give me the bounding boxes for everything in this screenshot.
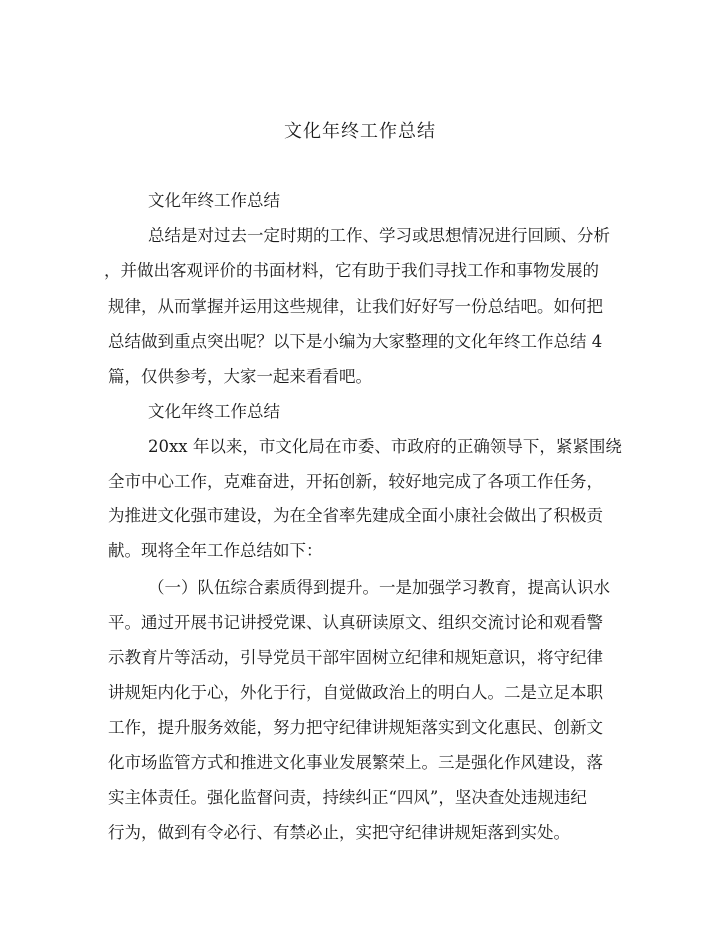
- section-heading: 文化年终工作总结: [148, 402, 280, 421]
- paragraph-line: 行为，做到有令必行、有禁必止，实把守纪律讲规矩落到实处。: [108, 823, 570, 842]
- paragraph-line: 20xx 年以来，市文化局在市委、市政府的正确领导下，紧紧围绕: [148, 437, 622, 456]
- paragraph-line: 献。现将全年工作总结如下：: [108, 541, 323, 560]
- paragraph-line: 规律，从而掌握并运用这些规律，让我们好好写一份总结吧。如何把: [108, 297, 603, 316]
- paragraph-line: 篇，仅供参考，大家一起来看看吧。: [108, 367, 372, 386]
- paragraph-line: 实主体责任。强化监督问责，持续纠正“四风”，坚决查处违规违纪: [108, 788, 587, 807]
- paragraph-line: 总结做到重点突出呢？以下是小编为大家整理的文化年终工作总结 4: [108, 332, 603, 351]
- paragraph-line: ，并做出客观评价的书面材料，它有助于我们寻找工作和事物发展的: [104, 261, 599, 280]
- paragraph-line: 总结是对过去一定时期的工作、学习或思想情况进行回顾、分析: [148, 226, 610, 245]
- section-heading: 文化年终工作总结: [148, 191, 280, 210]
- document-title: 文化年终工作总结: [284, 121, 436, 142]
- paragraph-line: 平。通过开展书记讲授党课、认真研读原文、组织交流讨论和观看警: [108, 613, 603, 632]
- paragraph-line: 全市中心工作，克难奋进，开拓创新，较好地完成了各项工作任务，: [108, 472, 603, 491]
- paragraph-line: 为推进文化强市建设，为在全省率先建成全面小康社会做出了积极贡: [108, 506, 603, 525]
- paragraph-line: （一）队伍综合素质得到提升。一是加强学习教育，提高认识水: [148, 578, 610, 597]
- paragraph-line: 化市场监管方式和推进文化事业发展繁荣上。三是强化作风建设，落: [108, 753, 603, 772]
- paragraph-line: 讲规矩内化于心，外化于行，自觉做政治上的明白人。二是立足本职: [108, 683, 603, 702]
- paragraph-line: 工作，提升服务效能，努力把守纪律讲规矩落实到文化惠民、创新文: [108, 718, 603, 737]
- paragraph-line: 示教育片等活动，引导党员干部牢固树立纪律和规矩意识，将守纪律: [108, 648, 603, 667]
